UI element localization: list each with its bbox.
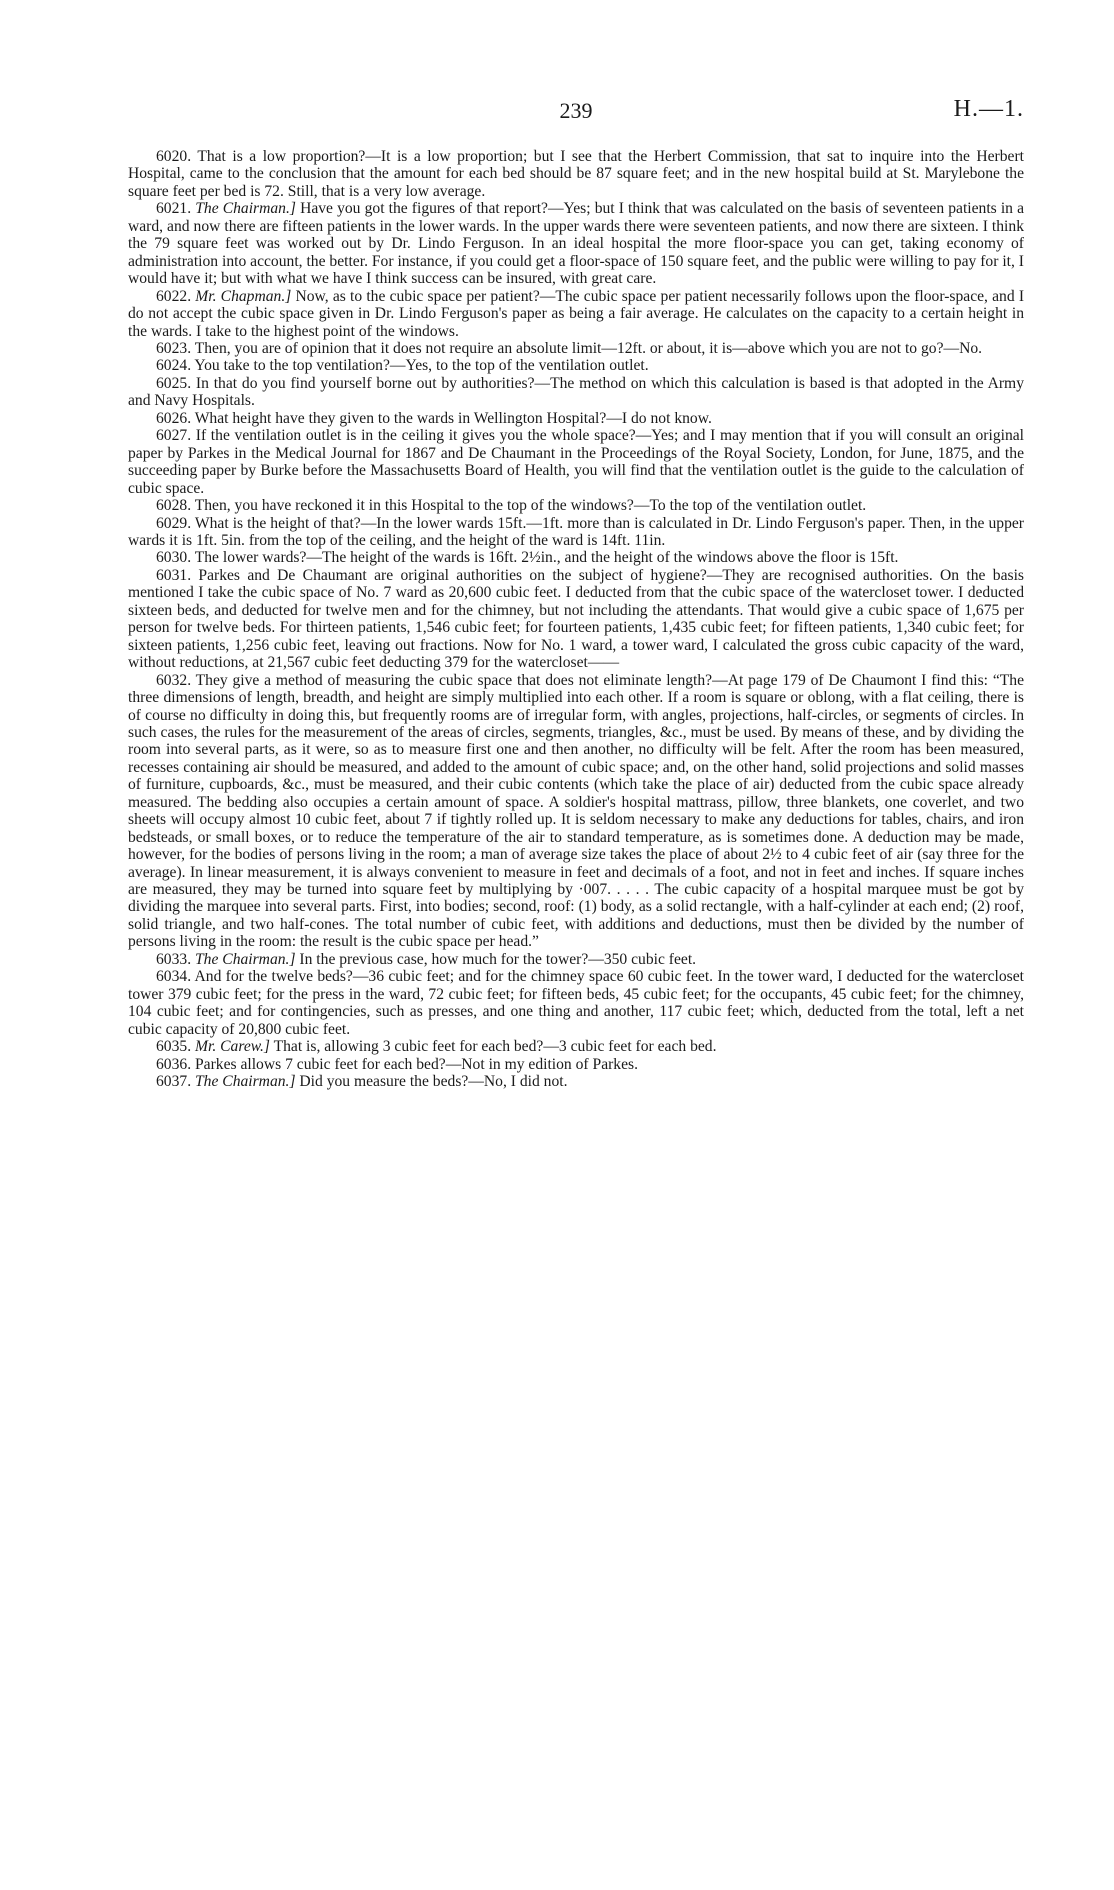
paragraph: [128, 200, 1024, 287]
question-number: 6022.: [156, 287, 192, 305]
paragraph: [128, 549, 1024, 566]
paragraph-text: Now, as to the cubic space per patient?—The cubic space per patient necessarily follows upon the floor-space, and I do not accept the cubic space given in Dr. Lindo Ferguson's paper as being a fair average. He calculates on the capacity to a certain height in the wards. I take to the highest point of the windows.: [128, 287, 1025, 340]
speaker-name: The Chairman.]: [195, 200, 296, 218]
paragraph-text: If the ventilation outlet is in the ceiling it gives you the whole space?—Yes; and I may mention that if you will consult an original paper by Parkes in the Medical Journal for 1867 and De Chaumant in the Proceedings of the Royal Society, London, for June, 1875, and the succeeding paper by Burke before the Massachusetts Board of Health, you will find that the ventilation outlet is the guide to the calculation of cubic space.: [128, 427, 1025, 497]
paragraph: [128, 968, 1024, 1038]
paragraph-text: The lower wards?—The height of the wards is 16ft. 2½in., and the height of the windows above the floor is 15ft.: [194, 549, 899, 567]
paragraph: [128, 340, 1024, 357]
question-number: 6031.: [156, 566, 192, 584]
paragraph: [128, 1038, 1024, 1055]
paragraph: [128, 497, 1024, 514]
paragraph-text: In that do you find yourself borne out by authorities?—The method on which this calculation is based is that adopted in the Army and Navy Hospitals.: [128, 374, 1024, 410]
paragraph: [128, 410, 1024, 427]
paragraph-text: Did you measure the beds?—No, I did not.: [299, 1073, 568, 1091]
speaker-name: Mr. Carew.]: [195, 1038, 270, 1056]
paragraph-text: Parkes and De Chaumant are original authorities on the subject of hygiene?—They are recognised authorities. On the basis mentioned I take the cubic space of No. 7 ward as 20,600 cubic feet. I deducted from that the cubic space of the watercloset tower. I deducted sixteen beds, and deducted for twelve men and for the chimney, but not including the attendants. That would give a cubic space of 1,675 per person for twelve beds. For thirteen patients, 1,546 cubic feet; for fourteen patients, 1,435 cubic feet; for fifteen patients, 1,340 cubic feet; for sixteen patients, 1,256 cubic feet, leaving out fractions. Now for No. 1 ward, a tower ward, I calculated the gross cubic capacity of the ward, without reductions, at 21,567 cubic feet deducting 379 for the watercloset——: [128, 566, 1024, 672]
paragraph: [128, 515, 1024, 550]
paragraph-text: That is, allowing 3 cubic feet for each bed?—3 cubic feet for each bed.: [273, 1038, 717, 1056]
paragraph: [128, 148, 1024, 200]
question-number: 6030.: [156, 549, 192, 567]
paragraph-text: Have you got the figures of that report?—Yes; but I think that was calculated on the basis of seventeen patients in a ward, and now there are fifteen patients in the lower wards. In the upper wards there were seventeen patients, and now there are sixteen. I think the 79 square feet was worked out by Dr. Lindo Ferguson. In an ideal hospital the more floor-space you can get, taking economy of administration into account, the better. For instance, if you could get a floor-space of 150 square feet, and the public were willing to pay for it, I would have it; but with what we have I think success can be insured, with great care.: [128, 200, 1025, 288]
question-number: 6021.: [156, 200, 192, 218]
paragraph-text: Then, you have reckoned it in this Hospital to the top of the windows?—To the top of the ventilation outlet.: [194, 497, 867, 515]
paragraph-text: They give a method of measuring the cubic space that does not eliminate length?—At page 179 of De Chaumont I find this: “The three dimensions of length, breadth, and height are simply multiplied into each other. If a room is square or oblong, with a flat ceiling, there is of course no difficulty in doing this, but frequently rooms are of irregular form, with angles, projections, half-circles, or segments of circles. In such cases, the rules for the measurement of the areas of circles, segments, triangles, &c., must be used. By means of these, and by dividing the room into several parts, as it were, so as to measure first one and then another, no difficulty will be felt. After the room has been measured, recesses containing air should be measured, and added to the amount of cubic space; and, on the other hand, solid projections and solid masses of furniture, cupboards, &c., must be measured, and their cubic contents (which take the place of air) deducted from the cubic space already measured. The bedding also occupies a certain amount of space. A soldier's hospital mattrass, pillow, three blankets, one coverlet, and two sheets will occupy almost 10 cubic feet, about 7 if tightly rolled up. It is seldom necessary to make any deductions for tables, chairs, and iron bedsteads, or small boxes, or to reduce the temperature of the air to standard temperature, as is sometimes done. A deduction may be made, however, for the bodies of persons living in the room; a man of average size takes the place of about 2½ to 4 cubic feet of air (say three for the average). In linear measurement, it is always convenient to measure in feet and decimals of a foot, and not in feet and inches. If square inches are measured, they may be turned into square feet by multiplying by ·007. . . . . The cubic capacity of a hospital marquee must be got by dividing the marquee into several parts. First, into bodies; second, roof: (1) body, as a solid rectangle, with a half-cylinder at each end; (2) roof, solid triangle, and two half-cones. The total number of cubic feet, with additions and deductions, must then be divided by the number of persons living in the room: the result is the cubic space per head.”: [128, 671, 1024, 951]
question-number: 6020.: [156, 148, 192, 165]
paragraph-text: What is the height of that?—In the lower wards 15ft.—1ft. more than is calculated in Dr. Lindo Ferguson's paper. Then, in the upper wards it is 1ft. 5in. from the top of the ceiling, and the height of the ward is 14ft. 11in.: [128, 514, 1024, 549]
question-number: 6025.: [156, 374, 192, 392]
question-number: 6023.: [156, 339, 192, 357]
question-number: 6027.: [156, 427, 192, 445]
paragraph: [128, 1056, 1024, 1073]
question-number: 6029.: [156, 514, 192, 532]
paragraph-text: Parkes allows 7 cubic feet for each bed?—Not in my edition of Parkes.: [195, 1055, 638, 1073]
question-number: 6037.: [156, 1073, 192, 1091]
paragraph: [128, 672, 1024, 951]
question-number: 6024.: [156, 357, 192, 375]
paragraph: [128, 288, 1024, 340]
speaker-name: The Chairman.]: [195, 1073, 296, 1091]
paragraph-text: That is a low proportion?—It is a low proportion; but I see that the Herbert Commission, that sat to inquire into the Herbert Hospital, came to the conclusion that the amount for each bed should be 87 square feet; and in the new hospital build at St. Marylebone the square feet per bed is 72. Still, that is a very low average.: [128, 148, 1024, 200]
paragraph: [128, 375, 1024, 410]
paragraph: [128, 951, 1024, 968]
question-number: 6036.: [156, 1055, 192, 1073]
paragraph-text: Then, you are of opinion that it does not require an absolute limit—12ft. or about, it is—above which you are not to go?—No.: [194, 339, 983, 357]
page-header: [128, 96, 1024, 132]
paragraph-text: And for the twelve beds?—36 cubic feet; and for the chimney space 60 cubic feet. In the tower ward, I deducted for the watercloset tower 379 cubic feet; for the press in the ward, 72 cubic feet; for fifteen beds, 45 cubic feet; for the occupants, 45 cubic feet; for the chimney, 104 cubic feet; and for contingencies, such as presses, and one thing and another, 117 cubic feet; which, deducted from the total, left a net cubic capacity of 20,800 cubic feet.: [128, 968, 1024, 1038]
question-number: 6032.: [156, 671, 192, 689]
paragraph-text: In the previous case, how much for the tower?—350 cubic feet.: [299, 950, 697, 968]
body-text: [128, 148, 1024, 1090]
section-reference: H.—1.: [953, 96, 1024, 122]
paragraph: [128, 357, 1024, 374]
page-number: 239: [559, 98, 593, 123]
speaker-name: The Chairman.]: [195, 950, 296, 968]
paragraph-text: You take to the top ventilation?—Yes, to the top of the ventilation outlet.: [194, 357, 649, 375]
speaker-name: Mr. Chapman.]: [195, 287, 292, 305]
question-number: 6034.: [156, 968, 192, 986]
paragraph: [128, 1073, 1024, 1090]
question-number: 6028.: [156, 497, 192, 515]
paragraph-text: What height have they given to the wards in Wellington Hospital?—I do not know.: [194, 409, 712, 427]
paragraph: [128, 567, 1024, 672]
question-number: 6026.: [156, 409, 192, 427]
question-number: 6033.: [156, 950, 192, 968]
question-number: 6035.: [156, 1038, 192, 1056]
paragraph: [128, 427, 1024, 497]
